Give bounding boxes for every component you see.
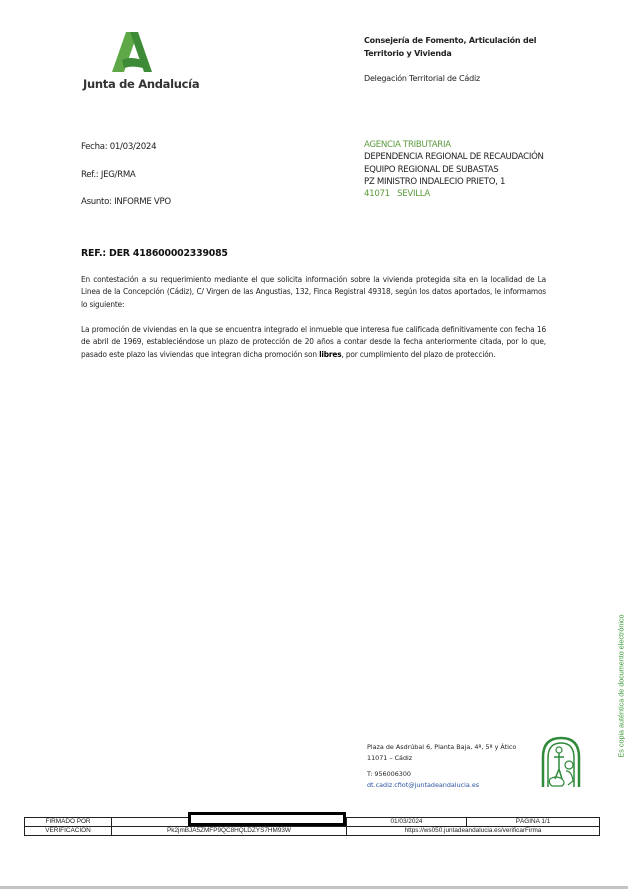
- ref-line: Ref.: JEG/RMA: [81, 170, 136, 180]
- verification-row: [25, 827, 600, 836]
- recipient-street: PZ MINISTRO INDALECIO PRIETO, 1: [364, 176, 506, 187]
- verification-url[interactable]: https://ws050.juntadeandalucia.es/verificarFirma: [347, 827, 600, 836]
- recipient-dependency: DEPENDENCIA REGIONAL DE RECAUDACIÓN: [364, 152, 544, 163]
- junta-de-andalucia-logo: [78, 30, 200, 92]
- page-number: PÁGINA 1/1: [467, 818, 600, 827]
- paragraph-2-tail: , por cumplimiento del plazo de protección.: [341, 348, 496, 359]
- andalucia-a-icon: [108, 30, 158, 78]
- footer-address-line-2: 11071 – Cádiz: [367, 753, 413, 762]
- footer-address-line-1: Plaza de Asdrúbal 6, Planta Baja, 4ª, 5ª y Ático: [367, 743, 517, 751]
- recipient-team: EQUIPO REGIONAL DE SUBASTAS: [364, 164, 499, 175]
- footer-email[interactable]: dt.cadiz.cfiot@juntadeandalucia.es: [367, 780, 480, 789]
- paragraph-1: En contestación a su requerimiento mediante el que solicita información sobre la vivienda protegida sita en la localidad de La Linea de la Concepción (Cádiz), C/ Virgen de las Angustias, 132, Finca Registral 49318, según los datos aportados, le informamos lo siguiente:: [81, 274, 546, 309]
- footer-phone: T: 956006300: [367, 770, 411, 778]
- department-line-1: Consejería de Fomento, Articulación del: [364, 36, 537, 45]
- redacted-signer: [188, 812, 346, 826]
- signed-by-label: FIRMADO POR: [25, 818, 112, 827]
- document-reference: REF.: DER 418600002339085: [81, 248, 228, 259]
- subject-line: Asunto: INFORME VPO: [81, 197, 171, 207]
- paragraph-2-text: La promoción de viviendas en la que se encuentra integrado el inmueble que interesa fue calificada definitivamente con fecha 16 de abril de 1969, estableciéndose un plazo de protección de 20 años a contar desde la fecha anteriormente citada, por lo que, pasado este plazo las viviendas que integran dicha promoción son: [81, 324, 546, 359]
- date-line: Fecha: 01/03/2024: [81, 142, 157, 152]
- recipient-agency: AGENCIA TRIBUTARIA: [364, 140, 451, 150]
- paragraph-2: [81, 323, 546, 360]
- logo-text: Junta de Andalucía: [83, 77, 200, 91]
- authenticity-note: [616, 598, 626, 773]
- recipient-address: [364, 139, 544, 200]
- signature-date: 01/03/2024: [347, 818, 467, 827]
- paragraph-2-bold: libres: [319, 348, 342, 359]
- footer-address: [367, 742, 516, 790]
- authenticity-note-text: Es copia auténtica de documento electrónico: [616, 613, 626, 758]
- department-name: [364, 34, 536, 60]
- verification-label: VERIFICACIÓN: [25, 827, 112, 836]
- andalucia-emblem-icon: [540, 735, 582, 789]
- delegation-name: Delegación Territorial de Cádiz: [364, 74, 480, 83]
- verification-code: Pk2jmBJA5ZMFP9QC8HQLDZYS7HM93W: [112, 827, 347, 836]
- department-line-2: Territorio y Vivienda: [364, 49, 452, 58]
- recipient-city: 41071 SEVILLA: [364, 189, 430, 200]
